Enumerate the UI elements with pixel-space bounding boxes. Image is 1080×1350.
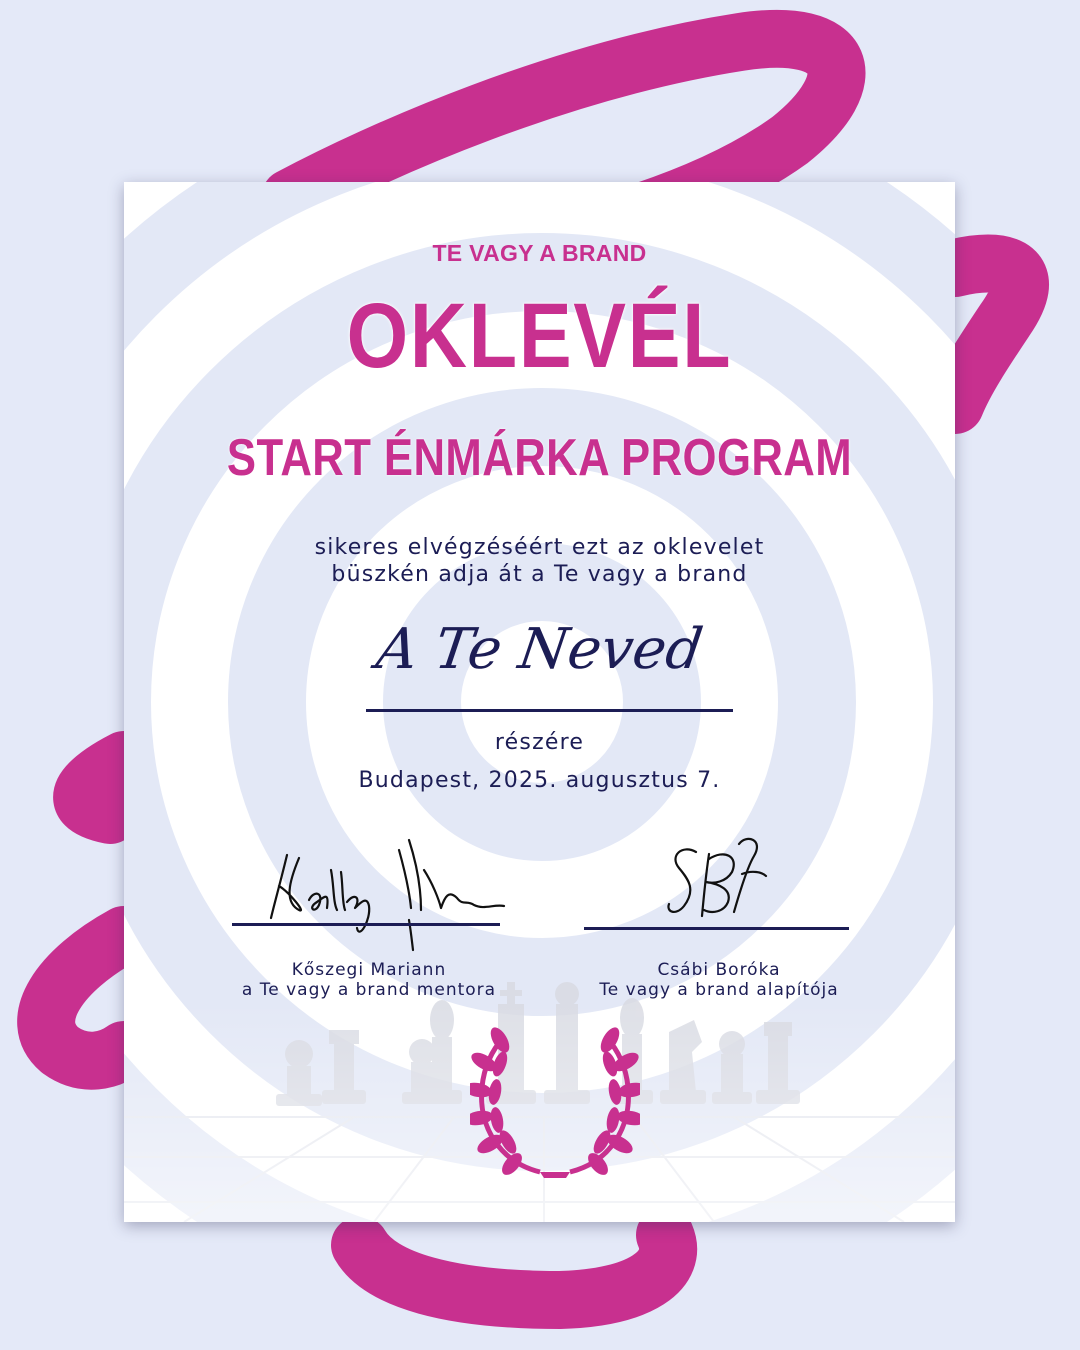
laurel-wreath-icon xyxy=(470,1022,640,1182)
description-line-2: büszkén adja át a Te vagy a brand xyxy=(331,562,748,587)
for-text: részére xyxy=(494,730,585,755)
signer-2-name: Csábi Boróka xyxy=(657,960,781,980)
signature-line-1 xyxy=(232,923,500,926)
recipient-underline xyxy=(366,709,733,712)
signature-1 xyxy=(259,810,509,960)
signer-1-role: a Te vagy a brand mentora xyxy=(241,980,497,1001)
signature-2 xyxy=(654,834,784,934)
signer-2 xyxy=(579,960,859,1001)
place-date: Budapest, 2025. augusztus 7. xyxy=(358,768,721,793)
brand-name: TE VAGY A BRAND xyxy=(432,240,647,266)
description-line-1: sikeres elvégzéséért ezt az oklevelet xyxy=(314,535,765,560)
recipient-name: A Te Neved xyxy=(372,617,707,682)
signer-1-name: Kőszegi Mariann xyxy=(291,960,447,980)
signature-line-2 xyxy=(584,927,849,930)
certificate-title: OKLEVÉL xyxy=(346,285,733,387)
certificate-card xyxy=(124,182,955,1222)
signer-2-role: Te vagy a brand alapítója xyxy=(599,980,839,1001)
signer-1 xyxy=(214,960,524,1001)
program-name: START ÉNMÁRKA PROGRAM xyxy=(226,429,853,487)
